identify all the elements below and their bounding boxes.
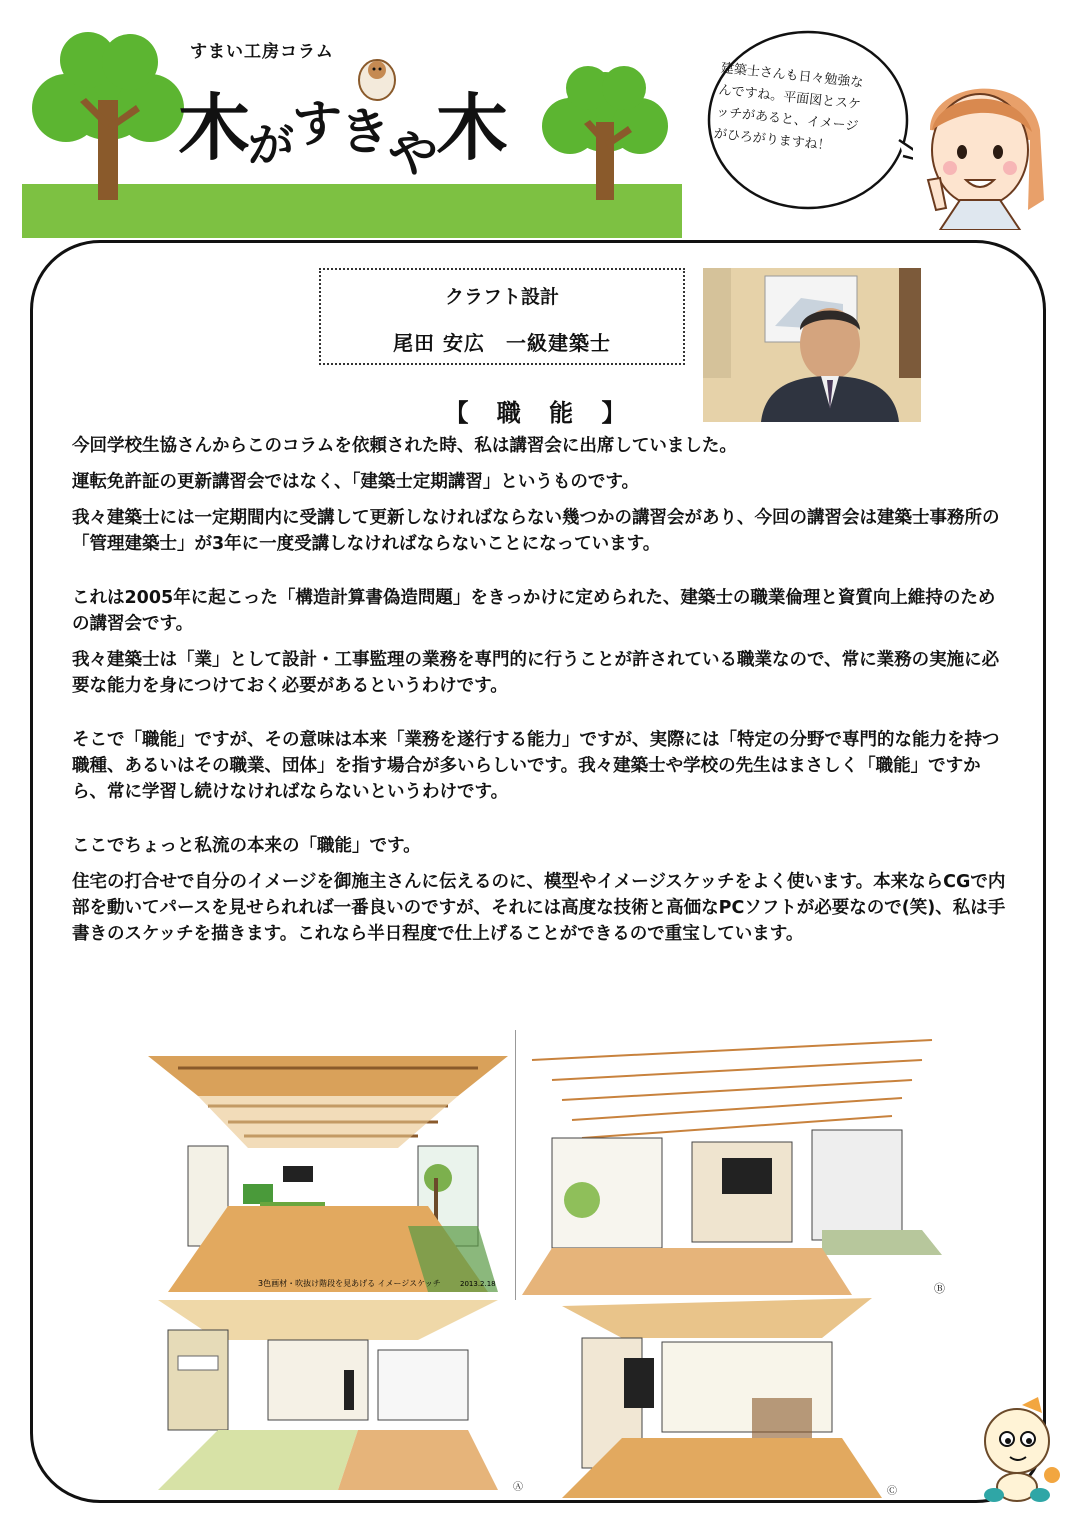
bubble-text: 建築士さんも日々勉強なんですね。平面図とスケッチがあると、イメージがひろがりますね！ [713,60,864,154]
logo-char: が [248,118,293,172]
sketch-tatami-room [158,1300,538,1495]
paragraph: 住宅の打合せで自分のイメージを御施主さんに伝えるのに、模型やイメージスケッチをよく使います。本来ならCGで内部を動いてパースを見せられれば一番良いのですが、それには高度な技術と高価なPCソフトが必要なので(笑)、私は手書きのスケッチを描きます。これなら半日程度で仕上げることができるので重宝しています。 [72,872,1006,944]
paragraph: 今回学校生協さんからこのコラムを依頼された時、私は講習会に出席していました。 [72,436,737,456]
divider [515,1030,516,1300]
author-photo [703,268,921,422]
paragraph: そこで「職能」ですが、その意味は本来「業務を遂行する能力」ですが、実際には「特定の分野で専門的な能力を持つ職種、あるいはその職業、団体」を指す場合が多いらしいです。我々建築士や学校の先生はまさしく「職能」ですから、常に学習し続けなければならないというわけです。 [72,730,1000,802]
paragraph: 我々建築士には一定期間内に受講して更新しなければならない幾つかの講習会があり、今回の講習会は建築士事務所の「管理建築士」が3年に一度受講しなければならないことになっています。 [72,508,1000,554]
sketch-mark: Ⓒ [887,1486,897,1497]
paragraph: これは2005年に起こった「構造計算書偽造問題」をきっかけに定められた、建築士の職業倫理と資質向上維持のための講習会です。 [72,588,996,634]
paragraph: 運転免許証の更新講習会ではなく、「建築士定期講習」というものです。 [72,472,639,492]
sketch-living-room [148,1056,508,1292]
squirrel-icon [352,52,402,104]
author-name: 尾田 安広 一級建築士 [393,331,611,355]
article-body [72,433,1007,957]
sketch-date: 2013.2.18 [460,1280,496,1288]
paragraph: ここでちょっと私流の本来の「職能」です。 [72,836,421,856]
company-name: クラフト設計 [444,286,559,308]
sketch-tv-room [522,1030,952,1295]
paragraph: 我々建築士は「業」として設計・工事監理の業務を専門的に行うことが許されている職業なので、常に業務の実施に必要な能力を身につけておく必要があるというわけです。 [72,650,1000,696]
mascot-icon [972,1395,1062,1505]
logo-title [178,86,507,183]
logo-char: 木 [436,86,507,170]
left-tree-icon [28,30,188,200]
sketch-caption: 3色画材・吹抜け階段を見あげる イメージスケッチ [258,1279,441,1288]
logo-char: 木 [178,86,249,170]
author-box [319,268,685,365]
logo-char: き [340,103,389,161]
right-tree-icon [540,62,670,200]
sketch-dining-room [562,1298,912,1498]
series-title: すまい工房コラム [190,42,334,62]
sketch-mark: Ⓑ [934,1282,945,1295]
logo-char: や [388,125,437,183]
woman-illustration [910,60,1060,230]
section-title: 【 職 能 】 [444,399,636,427]
sketch-mark: Ⓐ [513,1482,523,1493]
logo-char: す [292,95,341,153]
